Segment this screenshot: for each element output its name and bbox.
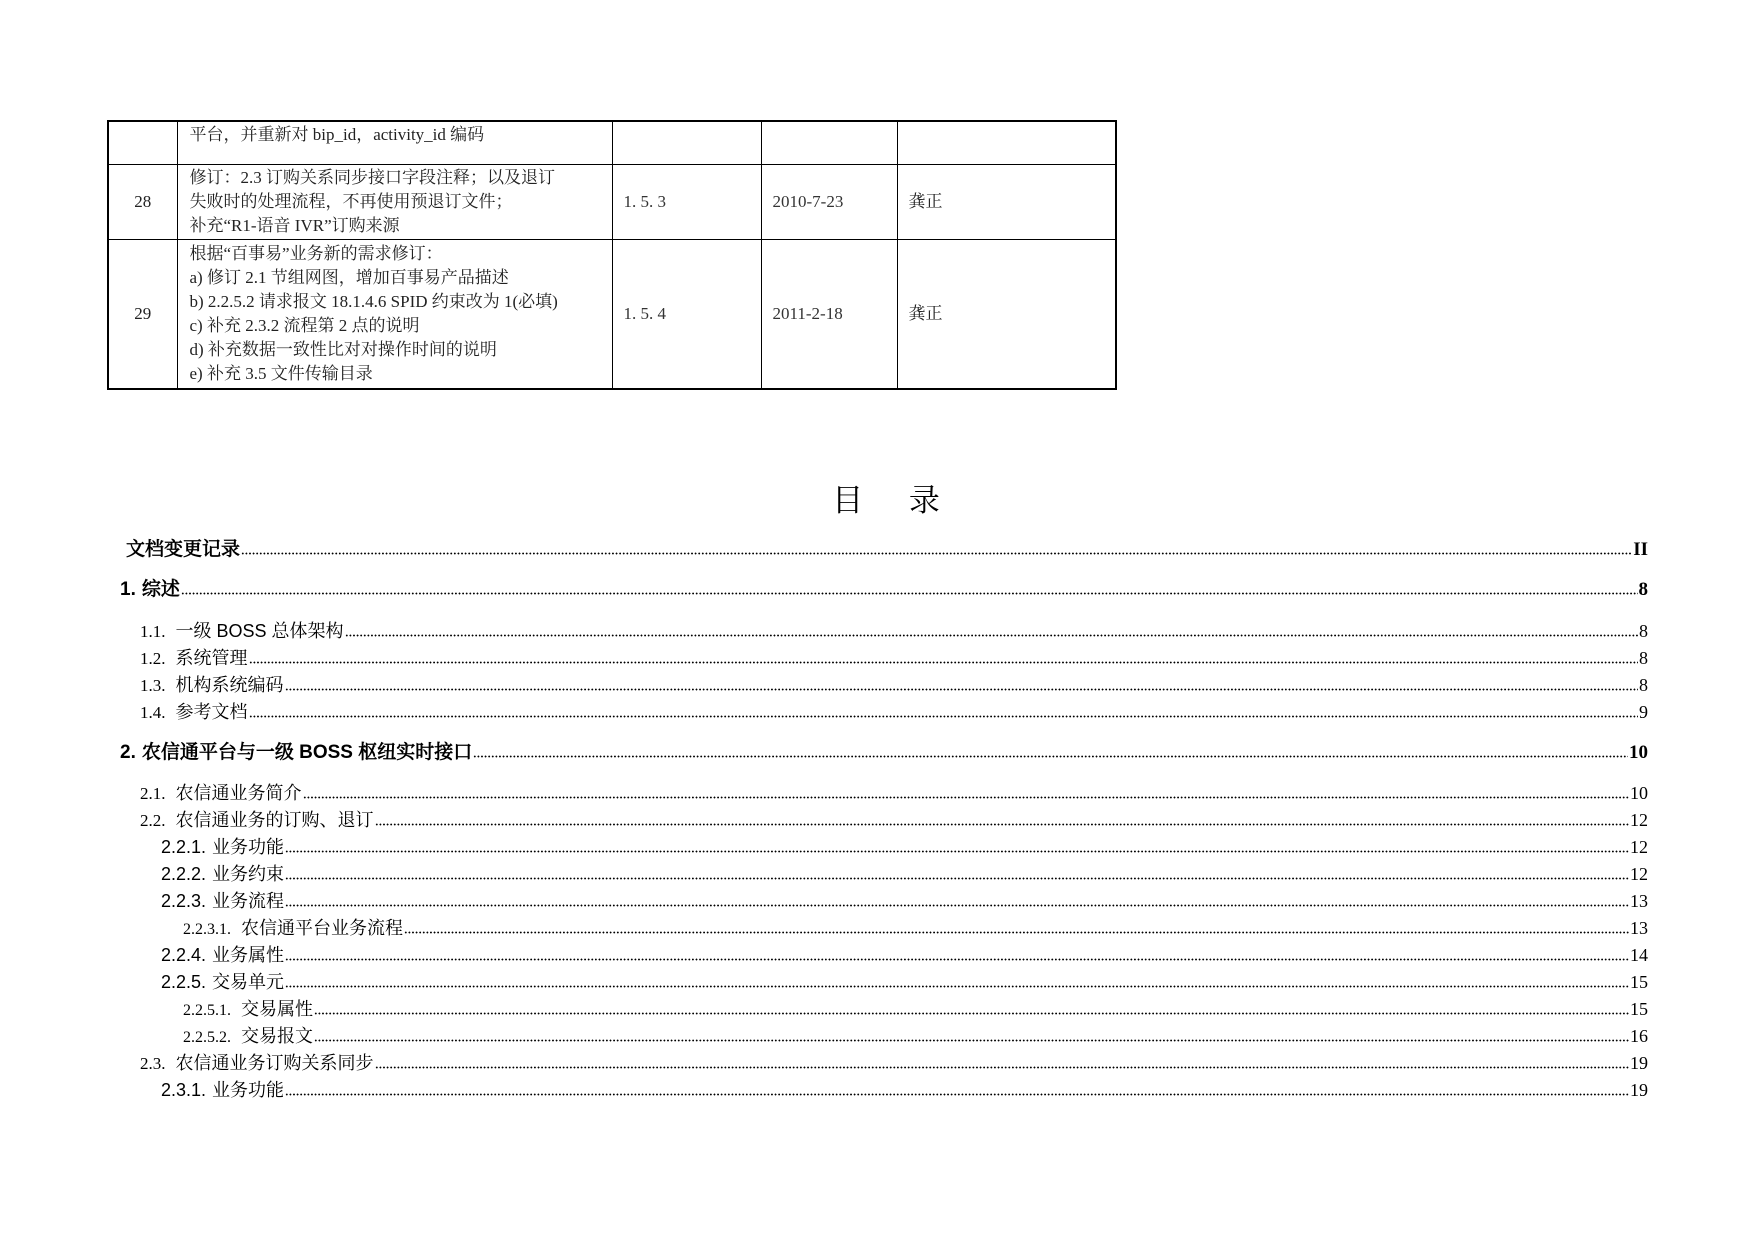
toc-entry[interactable] bbox=[140, 1050, 1648, 1076]
toc-dot-leader bbox=[285, 1093, 1629, 1096]
toc-entry-page: 15 bbox=[1630, 972, 1648, 992]
toc-entry-number: 2.2.5.2. bbox=[183, 1029, 231, 1046]
toc-entry-number: 1.1. bbox=[140, 622, 166, 641]
toc-entry[interactable] bbox=[161, 834, 1648, 860]
toc-dot-leader bbox=[375, 823, 1630, 826]
toc-entry-number: 2.2.5. bbox=[161, 972, 207, 992]
toc-entry[interactable] bbox=[183, 915, 1648, 941]
toc-dot-leader bbox=[303, 796, 1630, 799]
toc-entry[interactable] bbox=[161, 969, 1648, 995]
revision-date-cell: 2010-7-23 bbox=[761, 164, 897, 239]
toc-dot-leader bbox=[285, 985, 1629, 988]
toc-entry-number: 2.3.1. bbox=[161, 1080, 207, 1100]
toc-dot-leader bbox=[285, 850, 1629, 853]
toc-entry-title: 文档变更记录 bbox=[126, 539, 241, 560]
toc-entry-title: 业务约束 bbox=[212, 864, 285, 884]
toc-title: 目 录 bbox=[832, 483, 958, 519]
toc-entry-number: 2.1. bbox=[140, 784, 166, 803]
toc-entry-page: 15 bbox=[1630, 999, 1648, 1019]
description-line: 失败时的处理流程，不再使用预退订文件； bbox=[189, 191, 513, 211]
toc-entry[interactable] bbox=[140, 618, 1648, 644]
toc-entry-page: 19 bbox=[1630, 1053, 1648, 1073]
toc-dot-leader bbox=[314, 1012, 1629, 1015]
toc-entry-page: 8 bbox=[1639, 675, 1648, 695]
toc-entry[interactable] bbox=[120, 740, 1648, 766]
toc-entry[interactable] bbox=[161, 942, 1648, 968]
toc-entry-page: 12 bbox=[1630, 864, 1648, 884]
revision-date-cell: 2011-2-18 bbox=[761, 239, 897, 389]
toc-entry-page: II bbox=[1633, 539, 1648, 560]
toc-entry-title: 交易报文 bbox=[241, 1026, 313, 1046]
toc-entry-page: 8 bbox=[1638, 579, 1648, 600]
description-line: d) 补充数据一致性比对对操作时间的说明 bbox=[189, 339, 497, 359]
description-line: c) 补充 2.3.2 流程第 2 点的说明 bbox=[189, 315, 420, 335]
revision-version-cell bbox=[612, 121, 761, 164]
toc-entry-number: 1.4. bbox=[140, 703, 166, 722]
toc-entry-title: 业务流程 bbox=[212, 891, 285, 911]
toc-entry[interactable] bbox=[140, 699, 1648, 725]
toc-entry-page: 13 bbox=[1630, 891, 1648, 911]
toc-entry-number: 2.2.1. bbox=[161, 837, 207, 857]
description-line: a) 修订 2.1 节组网图，增加百事易产品描述 bbox=[189, 267, 509, 287]
toc-entry-page: 10 bbox=[1630, 783, 1648, 803]
revision-description-cell bbox=[177, 164, 612, 239]
toc-dot-leader bbox=[249, 715, 1639, 718]
toc-dot-leader bbox=[241, 552, 1632, 555]
toc-entry-title: 业务属性 bbox=[212, 945, 285, 965]
toc-entry-title: 农信通平台与一级 BOSS 枢纽实时接口 bbox=[141, 742, 473, 763]
description-line: b) 2.2.5.2 请求报文 18.1.4.6 SPID 约束改为 1(必填) bbox=[189, 291, 558, 311]
revision-author-cell: 龚正 bbox=[897, 164, 1116, 239]
toc-entry-page: 12 bbox=[1630, 810, 1648, 830]
toc-entry-title: 农信通业务简介 bbox=[175, 783, 302, 803]
toc-entry-page: 10 bbox=[1629, 742, 1648, 763]
table-row bbox=[108, 121, 1116, 164]
toc-entry-title: 交易属性 bbox=[241, 999, 313, 1019]
toc-dot-leader bbox=[285, 877, 1629, 880]
toc-entry[interactable] bbox=[120, 577, 1648, 603]
toc-entry[interactable] bbox=[161, 888, 1648, 914]
toc-entry[interactable] bbox=[140, 807, 1648, 833]
description-line: 平台，并重新对 bip_id，activity_id 编码 bbox=[189, 125, 485, 144]
toc-entry-number: 2. bbox=[120, 742, 136, 763]
toc-entry[interactable] bbox=[140, 672, 1648, 698]
toc-entry-title: 农信通平台业务流程 bbox=[241, 918, 403, 938]
toc-entry-title: 交易单元 bbox=[212, 972, 285, 992]
toc-entry[interactable] bbox=[140, 780, 1648, 806]
revision-author-cell bbox=[897, 121, 1116, 164]
toc-entry-page: 19 bbox=[1630, 1080, 1648, 1100]
toc-dot-leader bbox=[285, 904, 1629, 907]
toc-entry-page: 14 bbox=[1630, 945, 1648, 965]
toc-entry-title: 业务功能 bbox=[212, 837, 285, 857]
toc-entry-number: 2.2.3. bbox=[161, 891, 207, 911]
toc-dot-leader bbox=[404, 931, 1629, 934]
toc-dot-leader bbox=[375, 1066, 1630, 1069]
revision-history-table bbox=[107, 120, 1117, 390]
revision-description-cell bbox=[177, 121, 612, 164]
toc-entry-title: 综述 bbox=[141, 579, 180, 600]
revision-version-cell: 1. 5. 4 bbox=[612, 239, 761, 389]
toc-dot-leader bbox=[249, 661, 1639, 664]
revision-date-cell bbox=[761, 121, 897, 164]
toc-entry-number: 1.2. bbox=[140, 649, 166, 668]
description-line: 根据“百事易”业务新的需求修订： bbox=[189, 243, 443, 263]
description-line: 修订：2.3 订购关系同步接口字段注释；以及退订 bbox=[189, 167, 555, 187]
toc-entry-number: 2.2.4. bbox=[161, 945, 207, 965]
revision-author-cell: 龚正 bbox=[897, 239, 1116, 389]
revision-number-cell: 29 bbox=[108, 239, 177, 389]
toc-entry-number: 1. bbox=[120, 579, 136, 600]
toc-entry-number: 2.2.3.1. bbox=[183, 921, 231, 938]
toc-entry[interactable] bbox=[120, 537, 1648, 563]
toc-dot-leader bbox=[285, 958, 1629, 961]
toc-entry[interactable] bbox=[183, 996, 1648, 1022]
toc-dot-leader bbox=[345, 634, 1638, 637]
toc-dot-leader bbox=[473, 755, 1628, 758]
toc-entry[interactable] bbox=[183, 1023, 1648, 1049]
toc-entry-title: 参考文档 bbox=[175, 702, 248, 722]
toc-entry-title: 业务功能 bbox=[212, 1080, 285, 1100]
toc-dot-leader bbox=[181, 592, 1638, 595]
table-row bbox=[108, 239, 1116, 389]
toc-entry-number: 1.3. bbox=[140, 676, 166, 695]
revision-description-cell bbox=[177, 239, 612, 389]
toc-entry-page: 13 bbox=[1630, 918, 1648, 938]
toc-dot-leader bbox=[314, 1039, 1629, 1042]
toc-entry-page: 12 bbox=[1630, 837, 1648, 857]
description-line: e) 补充 3.5 文件传输目录 bbox=[189, 363, 373, 383]
toc-entry-title: 一级 BOSS 总体架构 bbox=[175, 621, 344, 641]
toc-entry-number: 2.2. bbox=[140, 811, 166, 830]
toc-entry[interactable] bbox=[140, 645, 1648, 671]
table-row bbox=[108, 164, 1116, 239]
toc-entry-page: 8 bbox=[1639, 648, 1648, 668]
toc-entry-page: 9 bbox=[1639, 702, 1648, 722]
revision-number-cell: 28 bbox=[108, 164, 177, 239]
toc-entry-title: 机构系统编码 bbox=[175, 675, 284, 695]
description-line: 补充“R1-语音 IVR”订购来源 bbox=[189, 215, 400, 235]
revision-number-cell bbox=[108, 121, 177, 164]
toc-entry-number: 2.3. bbox=[140, 1054, 166, 1073]
toc-entry-page: 16 bbox=[1630, 1026, 1648, 1046]
toc-entry-number: 2.2.5.1. bbox=[183, 1002, 231, 1019]
toc-entry-title: 农信通业务订购关系同步 bbox=[175, 1053, 374, 1073]
revision-version-cell: 1. 5. 3 bbox=[612, 164, 761, 239]
toc-entry-page: 8 bbox=[1639, 621, 1648, 641]
toc-entry-title: 农信通业务的订购、退订 bbox=[175, 810, 374, 830]
toc-entry[interactable] bbox=[161, 1077, 1648, 1103]
toc-dot-leader bbox=[285, 688, 1639, 691]
toc-entry-title: 系统管理 bbox=[175, 648, 248, 668]
toc-entry[interactable] bbox=[161, 861, 1648, 887]
toc-entry-number: 2.2.2. bbox=[161, 864, 207, 884]
